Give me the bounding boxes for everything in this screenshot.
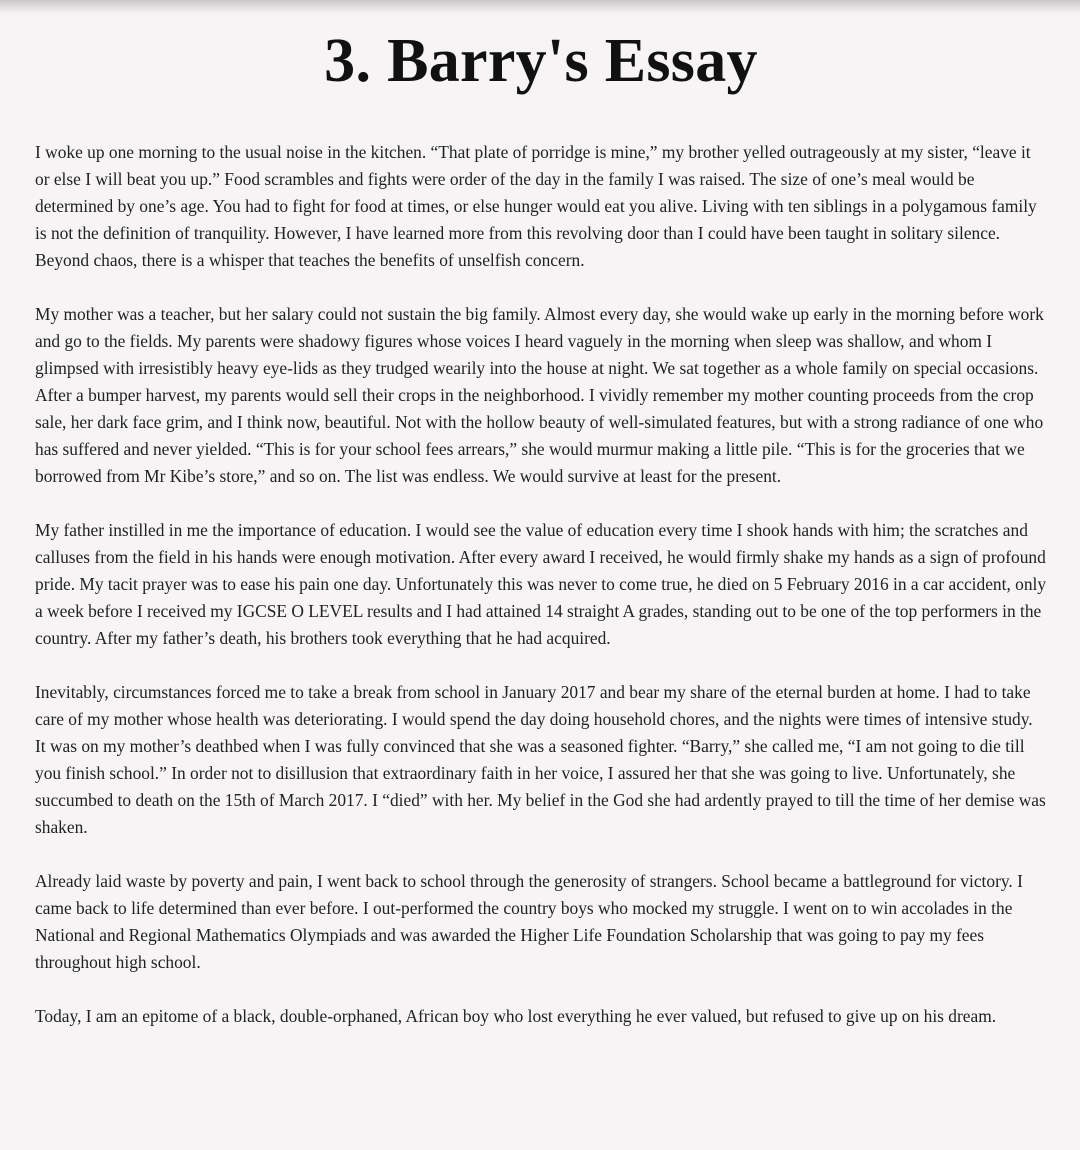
essay-body	[35, 139, 1047, 1030]
paragraph-4: Inevitably, circumstances forced me to take a break from school in January 2017 and bear my share of the eternal burden at home. I had to take care of my mother whose health was deteriorating. I would spend the day doing household chores, and the nights were times of intensive study. It was on my mother’s deathbed when I was fully convinced that she was a seasoned fighter. “Barry,” she called me, “I am not going to die till you finish school.” In order not to disillusion that extraordinary faith in her voice, I assured her that she was going to live. Unfortunately, she succumbed to death on the 15th of March 2017. I “died” with her. My belief in the God she had ardently prayed to till the time of her demise was shaken.	[35, 682, 1046, 837]
paragraph-6: Today, I am an epitome of a black, double-orphaned, African boy who lost everything he ever valued, but refused to give up on his dream.	[35, 1006, 997, 1026]
paragraph-1: I woke up one morning to the usual noise in the kitchen. “That plate of porridge is mine,” my brother yelled outrageously at my sister, “leave it or else I will beat you up.” Food scrambles and fights were order of the day in the family I was raised. The size of one’s meal would be determined by one’s age. You had to fight for food at times, or else hunger would eat you alive. Living with ten siblings in a polygamous family is not the definition of tranquility. However, I have learned more from this revolving door than I could have been taught in solitary silence. Beyond chaos, there is a whisper that teaches the benefits of unselfish concern.	[35, 142, 1037, 270]
page-title: 3. Barry's Essay	[324, 27, 758, 95]
essay-page	[35, 0, 1047, 1057]
paragraph-3: My father instilled in me the importance of education. I would see the value of education every time I shook hands with him; the scratches and calluses from the field in his hands were enough motivation. After every award I received, he would firmly shake my hands as a sign of profound pride. My tacit prayer was to ease his pain one day. Unfortunately this was never to come true, he died on 5 February 2016 in a car accident, only a week before I received my IGCSE O LEVEL results and I had attained 14 straight A grades, standing out to be one of the top performers in the country. After my father’s death, his brothers took everything that he had acquired.	[35, 520, 1047, 648]
paragraph-2: My mother was a teacher, but her salary could not sustain the big family. Almost every day, she would wake up early in the morning before work and go to the fields. My parents were shadowy figures whose voices I heard vaguely in the morning when sleep was shallow, and whom I glimpsed with irresistibly heavy eye-lids as they trudged wearily into the house at night. We sat together as a whole family on special occasions. After a bumper harvest, my parents would sell their crops in the neighborhood. I vividly remember my mother counting proceeds from the crop sale, her dark face grim, and I think now, beautiful. Not with the hollow beauty of well-simulated features, but with a strong radiance of one who has suffered and never yielded. “This is for your school fees arrears,” she would murmur making a little pile. “This is for the groceries that we borrowed from Mr Kibe’s store,” and so on. The list was endless. We would survive at least for the present.	[35, 304, 1044, 486]
paragraph-5: Already laid waste by poverty and pain, I went back to school through the generosity of strangers. School became a battleground for victory. I came back to life determined than ever before. I out-performed the country boys who mocked my struggle. I went on to win accolades in the National and Regional Mathematics Olympiads and was awarded the Higher Life Foundation Scholarship that was going to pay my fees throughout high school.	[35, 871, 1023, 972]
